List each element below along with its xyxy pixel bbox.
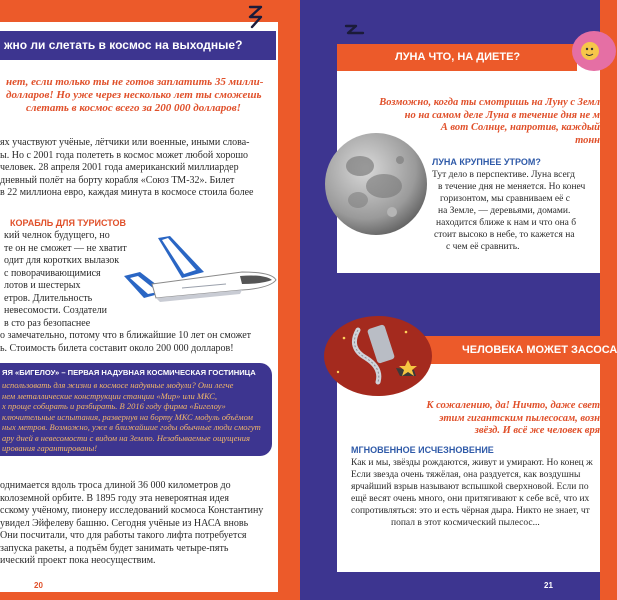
text-line: попал в этот космический пылесос... — [391, 518, 540, 528]
text-line: Они посчитали, что для работы такого лифта потребуется — [0, 530, 247, 541]
text-line: на Земле, — деревьями, домами. — [438, 206, 571, 216]
space-vacuum-illustration — [318, 312, 430, 398]
vacuum-intro-line: звёзд. И всё же человек вря — [474, 425, 600, 436]
right-page-number: 21 — [544, 581, 553, 590]
moon-illustration — [322, 130, 430, 238]
text-line: в 22 миллиона евро, каждая минута в космосе стоила более — [0, 187, 254, 198]
left-intro-line: нет, если только ты не готов заплатить 35 милли- — [6, 76, 264, 88]
hotel-box-text — [2, 380, 270, 454]
moon-title-banner — [337, 44, 577, 71]
text-line: стоит высоко в небе, то кажется на — [434, 230, 575, 240]
text-line: увидел Эйфелеву башню. Сегодня учёные из НАСА вновь — [0, 517, 249, 529]
text-line: те он не сможет — не хватит — [4, 242, 127, 254]
moon-subheading: ЛУНА КРУПНЕЕ УТРОМ? — [432, 157, 541, 167]
text-line: сскому учёному, пионеру исследований космоса Константину — [0, 505, 264, 516]
hotel-info-box — [0, 363, 272, 456]
text-line: запуска ракеты, а подъём будет занимать четыре-пять — [0, 542, 229, 554]
text-line: человек. 28 апреля 2001 года американский миллиардер — [0, 162, 239, 173]
tourist-ship-text — [0, 230, 278, 355]
vacuum-text — [351, 457, 600, 529]
text-line: Тут дело в перспективе. Луна всегд — [432, 170, 575, 180]
zigzag-decoration-icon — [246, 4, 266, 30]
vacuum-title: ЧЕЛОВЕКА МОЖЕТ ЗАСОСА — [462, 344, 617, 356]
text-line: в сто раз безопаснее — [4, 317, 91, 329]
text-line: однимается вдоль троса длиной 36 000 километров до — [0, 480, 231, 491]
left-intro — [6, 76, 276, 115]
left-title-banner — [0, 31, 276, 60]
left-intro-line: слетать в космос всего за 200 000 долларов! — [26, 102, 241, 114]
zigzag-decoration-icon — [343, 22, 371, 42]
hotel-box-title: ЯЯ «БИГЕЛОУ» – ПЕРВАЯ НАДУВНАЯ КОСМИЧЕСКАЯ ГОСТИНИЦА — [2, 368, 256, 377]
text-line: горизонтом, мы сравниваем её с — [440, 194, 570, 204]
text-line: ь. Стоимость билета составит около 200 000 долларов! — [0, 342, 234, 354]
text-line: дневный полёт на борту корабля «Союз ТМ-32». Билет — [0, 174, 235, 186]
text-line: находится ближе к нам и что она б — [436, 218, 577, 228]
moon-title: ЛУНА ЧТО, НА ДИЕТЕ? — [395, 51, 521, 63]
text-line: сопротивляться: это и есть чёрная дыра. Никто не знает, чт — [351, 506, 590, 516]
vacuum-intro-line: этим гигантским пылесосам, возн — [439, 412, 600, 424]
text-line: ы. Но с 2001 года полететь в космос может любой хорошо — [0, 149, 249, 161]
text-line: ных метров. Возможно, уже в ближайшие годы обычные люди смогут — [2, 422, 261, 432]
text-line: ический проект пока неосуществим. — [0, 555, 156, 566]
text-line: ирования гарантированы! — [2, 443, 98, 453]
text-line: с поворачивающимися — [4, 267, 101, 279]
left-paragraph-2 — [0, 480, 276, 568]
text-line: ях участвуют учёные, лётчики или военные, иными слова- — [0, 137, 250, 148]
vacuum-intro — [380, 400, 600, 438]
text-line: Если звезда очень тяжёлая, она раздуется, как воздушны — [351, 470, 581, 480]
moon-intro-line: тонн — [575, 134, 600, 146]
text-line: нем металлические конструкции станции «Мир» или МКС, — [2, 390, 217, 401]
text-line: кий челнок будущего, но — [4, 230, 110, 241]
text-line: колоземной орбите. В 1895 году эта невероятная идея — [0, 492, 229, 504]
moon-intro-line: А вот Солнце, напротив, каждый — [440, 122, 600, 133]
left-page-number: 20 — [34, 581, 43, 590]
vacuum-title-banner — [420, 336, 617, 364]
tourist-ship-heading: КОРАБЛЬ ДЛЯ ТУРИСТОВ — [10, 218, 127, 228]
text-line: Как и мы, звёзды рождаются, живут и умирают. Но конец ж — [351, 458, 593, 468]
text-line: ещё весят очень много, они притягивают к себе всё, что их — [351, 494, 590, 504]
moon-intro-line: Возможно, когда ты смотришь на Луну с Земл — [379, 97, 600, 108]
text-line: невесомости. Создатели — [4, 305, 107, 316]
left-page-title: жно ли слетать в космос на выходные? — [4, 38, 243, 52]
vacuum-intro-line: К сожалению, да! Ничто, даже свет — [426, 400, 600, 411]
text-line: лотов и шестерых — [4, 280, 81, 291]
text-line: о замечательно, потому что в ближайшие 10 лет он сможет — [0, 330, 252, 341]
sun-face-icon — [570, 28, 600, 74]
left-paragraph-1 — [0, 137, 276, 200]
text-line: с чем её сравнить. — [446, 242, 520, 252]
left-intro-line: долларов! Но уже через несколько лет ты сможешь — [6, 89, 262, 101]
vacuum-subheading: МГНОВЕННОЕ ИСЧЕЗНОВЕНИЕ — [351, 445, 494, 455]
text-line: етров. Длительность — [4, 292, 93, 304]
moon-text — [432, 169, 600, 253]
text-line: ключительные испытания, развернув на борту МКС модуль объёмом — [2, 411, 253, 422]
text-line: ярчайший взрыв называют вспышкой сверхновой. Если по — [351, 482, 589, 492]
text-line: х проще собирать и разбирать. В 2016 году фирма «Бигелоу» — [2, 401, 226, 411]
text-line: использовать для жизни в космосе надувные модули? Они легче — [2, 380, 234, 390]
text-line: в течение дня не меняется. Но конеч — [438, 182, 586, 192]
text-line: ару дней в невесомости с видом на Землю. Незабываемые ощущения — [2, 432, 250, 443]
text-line: одит для коротких вылазок — [4, 255, 120, 266]
moon-intro-line: но на самом деле Луна в течение дня не м — [404, 109, 600, 121]
